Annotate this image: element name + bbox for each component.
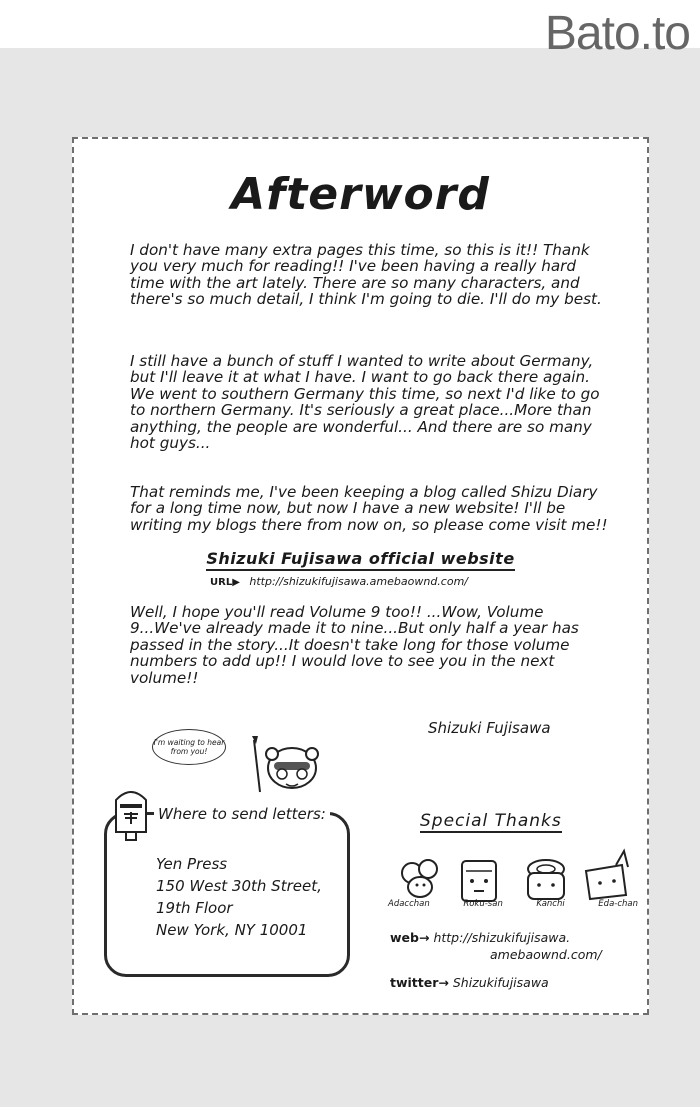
paragraph-3: That reminds me, I've been keeping a blog called Shizu Diary for a long time now, but now I have a new website! I'll be writing my blogs there from now on, so please come visit me!!: [130, 483, 608, 534]
afterword-page: [72, 137, 649, 1015]
kanchi-icon: [528, 860, 564, 899]
address-line: 19th Floor: [156, 899, 233, 917]
signature: Shizuki Fujisawa: [428, 719, 551, 737]
page-title: Afterword: [231, 169, 490, 220]
mailing-address: [156, 853, 322, 941]
web-url-line1[interactable]: http://shizukifujisawa.: [433, 930, 571, 945]
web-label: web→: [390, 930, 430, 945]
mailbox-icon: [112, 784, 150, 842]
friend-name: Eda-chan: [598, 899, 638, 909]
paragraph-2: I still have a bunch of stuff I wanted to write about Germany, but I'll leave it at what I have. I want to go back there again. We went to southern Germany this time, so next I'd like to go to northern Germany. It's seriously a great place...More than anything, the people are wonderful... And there are so many hot guys...: [130, 352, 600, 453]
address-line: Yen Press: [156, 855, 228, 873]
mascot-icon: [240, 734, 326, 796]
friend-name: Kanchi: [536, 899, 565, 909]
adacchan-icon: [402, 860, 437, 897]
twitter-handle[interactable]: Shizukifujisawa: [452, 975, 549, 990]
website-title: [74, 549, 647, 568]
friend-name: Roku-san: [463, 899, 503, 909]
letters-label: Where to send letters:: [154, 805, 330, 823]
website-title-text: Shizuki Fujisawa official website: [206, 549, 514, 571]
watermark: Bato.to: [544, 7, 690, 60]
eda-chan-icon: [586, 851, 628, 899]
friend-name: Adacchan: [388, 899, 430, 909]
website-url-line[interactable]: [210, 575, 468, 588]
address-line: New York, NY 10001: [156, 921, 308, 939]
web-url-line2[interactable]: amebaownd.com/: [490, 947, 602, 962]
friend-names: [388, 899, 638, 909]
twitter-link[interactable]: [390, 975, 549, 990]
website-url[interactable]: http://shizukifujisawa.amebaownd.com/: [249, 575, 469, 588]
web-link[interactable]: [390, 929, 602, 963]
address-line: 150 West 30th Street,: [156, 877, 322, 895]
paragraph-1: I don't have many extra pages this time, so this is it!! Thank you very much for reading!! I've been having a really hard time with the art lately. There are so many characters, and there's so much detail, I think I'm going to die. I'll do my best.: [130, 241, 602, 309]
paragraph-4: Well, I hope you'll read Volume 9 too!! ...Wow, Volume 9...We've already made it to nine...But only half a year has passed in the story...It doesn't take long for those volume numbers to add up!! I would love to see you in the next volume!!: [130, 603, 579, 687]
url-label: URL▶: [210, 577, 240, 588]
speech-bubble: I'm waiting to hear from you!: [152, 729, 226, 765]
roku-san-icon: [462, 861, 496, 901]
special-thanks-title: [420, 811, 562, 831]
twitter-label: twitter→: [390, 975, 449, 990]
special-thanks-text: Special Thanks: [420, 811, 562, 831]
